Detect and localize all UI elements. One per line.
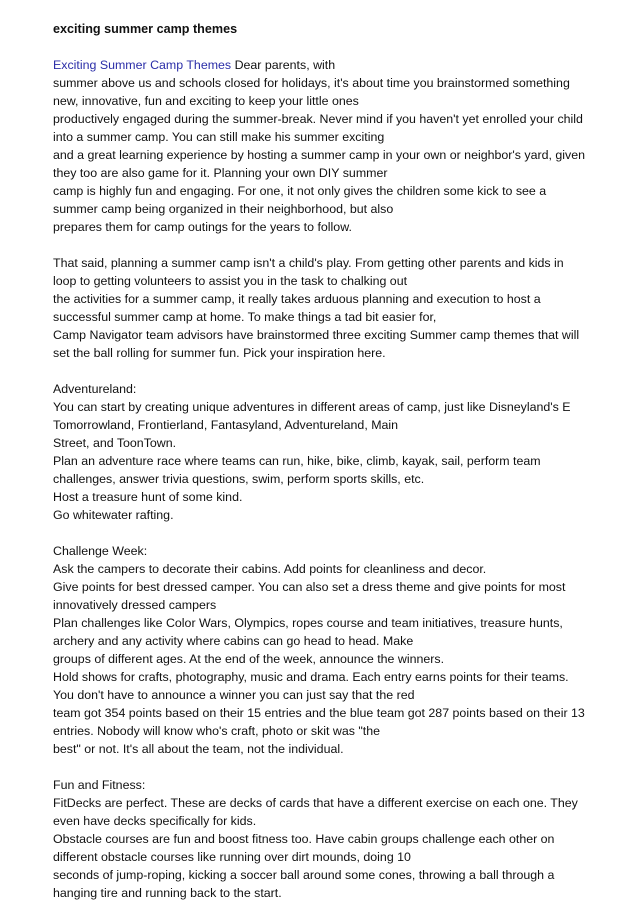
line-text: Obstacle courses are fun and boost fitness too. Have cabin groups challenge each other on	[53, 832, 555, 846]
line-text: summer above us and schools closed for holidays, it's about time you brainstormed something	[53, 76, 570, 90]
line-text: Plan challenges like Color Wars, Olympics, ropes course and team initiatives, treasure hunts,	[53, 616, 563, 630]
line-text: That said, planning a summer camp isn't a child's play. From getting other parents and kids in	[53, 256, 564, 270]
line-text: prepares them for camp outings for the years to follow.	[53, 220, 352, 234]
section-heading: Adventureland:	[53, 382, 137, 396]
section-heading: Challenge Week:	[53, 544, 148, 558]
line-text: Dear parents, with	[231, 58, 336, 72]
line-text: Host a treasure hunt of some kind.	[53, 490, 243, 504]
line-text: new, innovative, fun and exciting to keep your little ones	[53, 94, 359, 108]
line-text: different obstacle courses like running over dirt mounds, doing 10	[53, 850, 411, 864]
line-text: they too are also game for it. Planning your own DIY summer	[53, 166, 388, 180]
line-text: Hold shows for crafts, photography, music and drama. Each entry earns points for their teams.	[53, 670, 569, 684]
paragraph-planning	[53, 254, 613, 362]
section-fun-and-fitness	[53, 776, 613, 902]
line-text: Camp Navigator team advisors have brainstormed three exciting Summer camp themes that will	[53, 328, 580, 342]
section-adventureland	[53, 380, 613, 524]
line-text: team got 354 points based on their 15 entries and the blue team got 287 points based on their 13	[53, 706, 585, 720]
line-text: Tomorrowland, Frontierland, Fantasyland, Adventureland, Main	[53, 418, 399, 432]
line-text: loop to getting volunteers to assist you in the task to chalking out	[53, 274, 408, 288]
line-text: set the ball rolling for summer fun. Pick your inspiration here.	[53, 346, 386, 360]
line-text: You don't have to announce a winner you can just say that the red	[53, 688, 415, 702]
section-challenge-week	[53, 542, 613, 758]
intro-first-line	[53, 56, 613, 74]
line-text: Give points for best dressed camper. You can also set a dress theme and give points for most	[53, 580, 566, 594]
line-text: entries. Nobody will know who's craft, photo or skit was "the	[53, 724, 380, 738]
line-text: camp is highly fun and engaging. For one, it not only gives the children some kick to see a	[53, 184, 547, 198]
paragraph-intro	[53, 56, 613, 236]
line-text: best" or not. It's all about the team, not the individual.	[53, 742, 344, 756]
line-text: Plan an adventure race where teams can run, hike, bike, climb, kayak, sail, perform team	[53, 454, 541, 468]
line-text: Ask the campers to decorate their cabins. Add points for cleanliness and decor.	[53, 562, 487, 576]
section-heading: Fun and Fitness:	[53, 778, 146, 792]
line-text: Street, and ToonTown.	[53, 436, 177, 450]
line-text: Go whitewater rafting.	[53, 508, 174, 522]
line-text: archery and any activity where cabins can go head to head. Make	[53, 634, 414, 648]
line-text: You can start by creating unique adventures in different areas of camp, just like Disneyland's E	[53, 400, 571, 414]
line-text: challenges, answer trivia questions, swim, perform sports skills, etc.	[53, 472, 425, 486]
line-text: FitDecks are perfect. These are decks of cards that have a different exercise on each one. They	[53, 796, 578, 810]
line-text: seconds of jump-roping, kicking a soccer ball around some cones, throwing a ball through a	[53, 868, 555, 882]
line-text: hanging tire and running back to the start.	[53, 886, 282, 900]
line-text: productively engaged during the summer-break. Never mind if you haven't yet enrolled your child	[53, 112, 583, 126]
line-text: the activities for a summer camp, it really takes arduous planning and execution to host a	[53, 292, 541, 306]
document-title: exciting summer camp themes	[53, 22, 238, 36]
line-text: successful summer camp at home. To make things a tad bit easier for,	[53, 310, 437, 324]
title-link[interactable]: Exciting Summer Camp Themes	[53, 58, 232, 72]
line-text: and a great learning experience by hosting a summer camp in your own or neighbor's yard, given	[53, 148, 586, 162]
line-text: into a summer camp. You can still make his summer exciting	[53, 130, 385, 144]
line-text: groups of different ages. At the end of the week, announce the winners.	[53, 652, 445, 666]
line-text: summer camp being organized in their neighborhood, but also	[53, 202, 394, 216]
document-page	[53, 20, 613, 902]
line-text: innovatively dressed campers	[53, 598, 217, 612]
line-text: even have decks specifically for kids.	[53, 814, 257, 828]
